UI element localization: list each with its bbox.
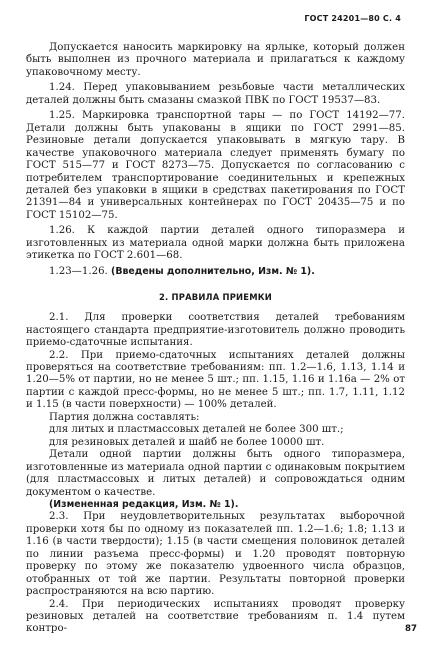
page-number: 87 [405, 624, 417, 634]
amendment-note [26, 499, 405, 511]
amendment-note [26, 266, 405, 278]
paragraph: Допускается наносить маркировку на ярлыке, который должен быть выполнен из прочного материала и прилагаться к каждому упаковочному месту. [26, 42, 405, 78]
page-body [26, 42, 405, 636]
page-header: ГОСТ 24201—80 С. 4 [304, 14, 401, 23]
amendment-note-lead: 1.23—1.26. [49, 265, 112, 277]
amendment-note-bold: (Введены дополнительно, Изм. № 1). [111, 265, 315, 277]
paragraph: 2.4. При периодических испытаниях проводят проверку резиновых деталей на соответствие требованиям п. 1.4 путем контро- [26, 598, 405, 635]
amendment-note-bold: (Измененная редакция, Изм. № 1). [49, 498, 239, 510]
paragraph: 1.24. Перед упаковыванием резьбовые части металлических деталей должны быть смазаны смазкой ПВК по ГОСТ 19537—83. [26, 82, 405, 106]
paragraph: для литых и пластмассовых деталей не более 300 шт.; [49, 424, 344, 436]
paragraph: Детали одной партии должны быть одного типоразмера, изготовленные из материала одной партии с одинаковым покрытием (для пластмассовых и литых деталей) и сопровождаться одним документом о качестве. [26, 449, 405, 498]
paragraph: 1.25. Маркировка транспортной тары — по ГОСТ 14192—77. Детали должны быть упакованы в ящики по ГОСТ 2991—85. Резиновые детали допускается упаковывать в мягкую тару. В качестве упаковочного материала следует применять бумагу по ГОСТ 515—77 и ГОСТ 8273—75. Допускается по согласованию с потребителем транспортирование соединительных и крепежных деталей без упаковки в ящики в средствах пакетирования по ГОСТ 21391—84 и универсальных контейнерах по ГОСТ 20435—75 и по ГОСТ 15102—75. [26, 110, 405, 221]
paragraph: 2.2. При приемо-сдаточных испытаниях деталей должны проверяться на соответствие требованиям: пп. 1.2—1.6, 1.13, 1.14 и 1.20—5% от партии, но не менее 5 шт.; пп. 1.15, 1.16 и 1.16а — 2% от партии с каждой пресс-формы, но не менее 5 шт.; пп. 1.7, 1.11, 1.12 и 1.15 (в части поверхности) — 100% деталей. [26, 349, 405, 411]
paragraph: 1.26. К каждой партии деталей одного типоразмера и изготовленных из материала одной марки должна быть приложена этикетка по ГОСТ 2.601—68. [26, 225, 405, 262]
paragraph: 2.3. При неудовлетворительных результатах выборочной проверки хотя бы по одному из показателей пп. 1.2—1.6; 1.8; 1.13 и 1.16 (в части твердости); 1.15 (в части смещения половинок деталей по линии разъема пресс-формы) и 1.20 проводят повторную проверку по этому же показателю удвоенного числа образцов, отобранных от той же партии. Результаты повторной проверки распространяются на всю партию. [26, 511, 405, 598]
paragraph: для резиновых деталей и шайб не более 10000 шт. [49, 436, 325, 448]
paragraph: Партия должна составлять: [49, 411, 200, 423]
paragraph: 2.1. Для проверки соответствия деталей требованиям настоящего стандарта предприятие-изготовитель должно проводить приемо-сдаточные испытания. [26, 312, 405, 349]
section-title: 2. ПРАВИЛА ПРИЕМКИ [159, 292, 272, 303]
